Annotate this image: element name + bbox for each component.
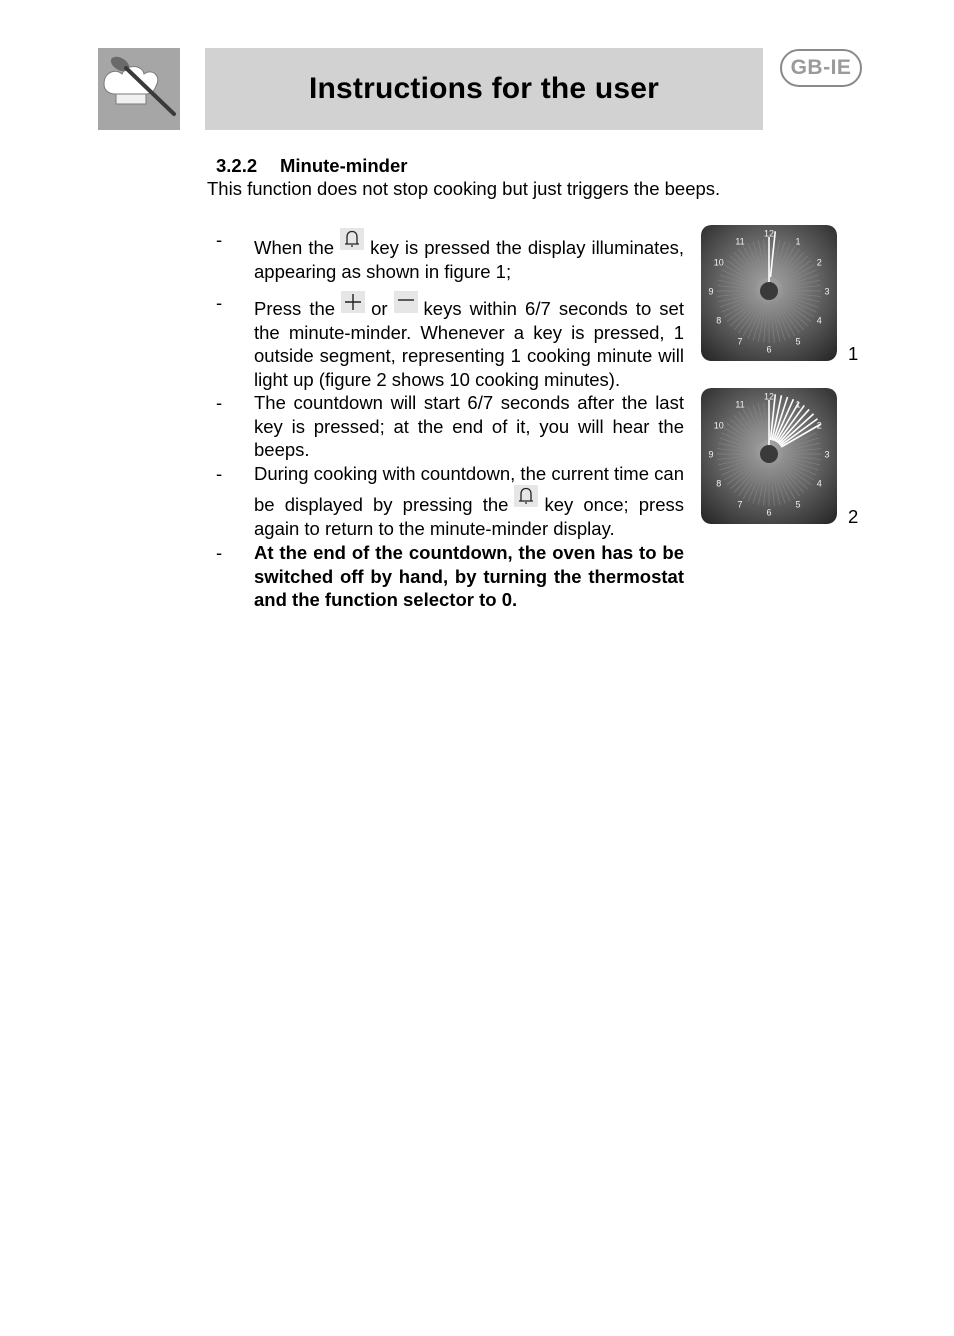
dial-number: 7: [737, 499, 743, 510]
dial-number: 12: [763, 228, 775, 239]
dial-number: 3: [824, 449, 830, 460]
section-heading: [216, 155, 407, 177]
intro-text: This function does not stop cooking but just triggers the beeps.: [207, 178, 721, 199]
logo: [98, 48, 180, 130]
dial-number: 5: [795, 336, 801, 347]
bullet-text: Press the: [254, 298, 336, 319]
dial-number: 11: [735, 399, 745, 410]
dial-number: 10: [713, 420, 724, 431]
dial-hub: [760, 445, 778, 463]
dial-number: 12: [763, 391, 775, 402]
dial-number: 4: [816, 478, 822, 489]
figure-2-label: 2: [848, 506, 859, 527]
figure-1-label: 1: [848, 343, 859, 364]
bell-key-icon: [514, 485, 538, 507]
spoon-and-chef-hat-icon: [98, 48, 180, 130]
dial-number: 2: [816, 257, 822, 268]
dial-number: 3: [824, 286, 830, 297]
list-item: [216, 291, 684, 391]
minus-key-icon: [394, 291, 418, 313]
bullet-text: key is pressed the display illuminates, appearing as shown in figure 1;: [254, 237, 684, 282]
dial-number: 8: [716, 315, 722, 326]
bullet-marker: -: [216, 462, 223, 484]
bullet-text: key once; press again to return to the minute-minder display.: [254, 494, 684, 539]
list-item: [216, 462, 684, 541]
page-title: Instructions for the user: [308, 72, 660, 105]
dial-number: 11: [735, 236, 745, 247]
dial-number: 6: [766, 507, 772, 518]
dial-number: 5: [795, 499, 801, 510]
dial-number: 10: [713, 257, 724, 268]
bullet-text-bold: At the end of the countdown, the oven has to be switched off by hand, by turning the thermostat and the function selector to 0.: [254, 542, 684, 610]
dial-hub: [760, 282, 778, 300]
dial-number: 1: [795, 399, 801, 410]
figure-2-dial: [701, 388, 837, 524]
minute-minder-dial-fig1: [701, 225, 837, 361]
dial-number: 6: [766, 344, 772, 355]
list-item: [216, 228, 684, 283]
bullet-marker: -: [216, 542, 223, 563]
header-bar: [205, 48, 763, 130]
figure-1-dial: [701, 225, 837, 361]
section-title: Minute-minder: [280, 155, 408, 176]
list-item: [216, 541, 684, 612]
bullet-text: keys within 6/7 seconds to set the minute-minder. Whenever a key is pressed, 1 outside segment, representing 1 cooking minute will light up (figure 2 shows 10 cooking minutes).: [254, 298, 684, 390]
bullet-text: The countdown will start 6/7 seconds after the last key is pressed; at the end of it, you will hear the beeps.: [254, 392, 684, 460]
dial-number: 8: [716, 478, 722, 489]
language-badge: GB-IE: [780, 49, 862, 87]
bullet-text: or: [371, 298, 388, 319]
dial-number: 9: [708, 286, 714, 297]
dial-number: 1: [795, 236, 801, 247]
section-number: 3.2.2: [216, 155, 258, 176]
dial-number: 7: [737, 336, 743, 347]
list-item: [216, 391, 684, 462]
bullet-marker: -: [216, 229, 223, 250]
bell-key-icon: [340, 228, 364, 250]
bullet-text: When the: [254, 237, 335, 258]
bullet-text: During cooking with countdown, the current time can be displayed by pressing the: [254, 462, 684, 515]
instruction-list: [216, 228, 684, 612]
dial-number: 2: [816, 420, 822, 431]
bullet-marker: -: [216, 392, 223, 413]
plus-key-icon: [341, 291, 365, 313]
dial-number: 9: [708, 449, 714, 460]
minute-minder-dial-fig2: [701, 388, 837, 524]
bullet-marker: -: [216, 292, 223, 313]
dial-number: 4: [816, 315, 822, 326]
